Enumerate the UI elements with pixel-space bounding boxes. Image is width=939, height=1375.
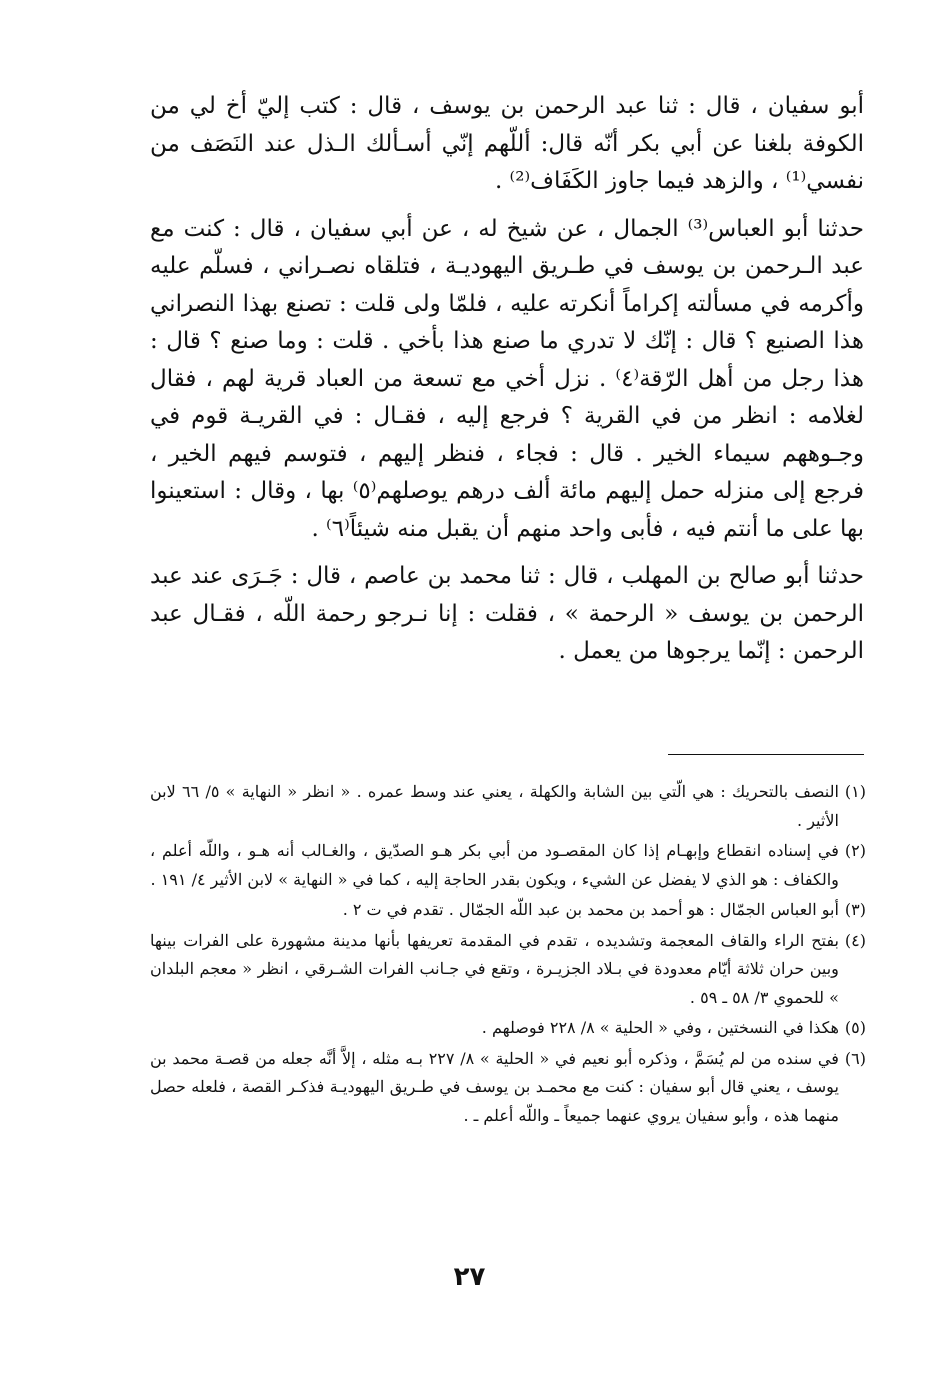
footnote-number: (٣) — [844, 900, 866, 919]
paragraph-2: حدثنا أبو العباس⁽³⁾ الجمال ، عن شيخ له ، عن أبي سفيان ، قال : كنت مع عبد الـرحمن بن يوسف في طـريق اليهوديـة ، فتلقاه نصـراني ، فسلّم عليه وأكرمه في مسألته إكراماً أنكرته عليه ، فلمّا ولى قلت : تصنع بهذا النصراني هذا الصنيع ؟ قال : إنّك لا تدري ما صنع هذا بأخي . قلت : وما صنع ؟ قال : هذا رجل من أهل الرّقة⁽٤⁾ . نزل أخي مع تسعة من العباد قرية لهم ، فقال لغلامه : انظر من في القرية ؟ فرجع إليه ، فقـال : في القريـة قوم في وجـوههم سيماء الخير . قال : فجاء ، فنظر إليهم ، فتوسم فيهم الخير ، فرجع إلى منزله حمل إليهم مائة ألف درهم يوصلهم⁽٥⁾ بها ، وقال : استعينوا بها على ما أنتم فيه ، فأبى واحد منهم أن يقبل منه شيئاً⁽٦⁾ . — [150, 215, 864, 542]
footnote-text: هكذا في النسختين ، وفي « الحلية » ٨/ ٢٢٨ فوصلهم . — [481, 1018, 839, 1037]
main-text — [150, 88, 864, 671]
footnote-number: (٢) — [844, 841, 866, 860]
footnote-divider — [668, 754, 864, 755]
page-number: ٢٧ — [453, 1262, 486, 1292]
footnote-text: النصف بالتحريك : هي الّتي بين الشابة والكهلة ، يعني عند وسط عمره . « انظر « النهاية » ٥/ ٦٦ لابن الأثير . — [150, 782, 839, 830]
paragraph-1: أبو سفيان ، قال : ثنا عبد الرحمن بن يوسف ، قال : كتب إليّ أخ لي من الكوفة بلغنا عن أبي بكر أنّه قال: أللّهم إنّي أسـألك الـذل عند النَصَف من نفسي⁽¹⁾ ، والزهد فيما جاوز الكَفَاف⁽²⁾ . — [150, 93, 865, 194]
footnote-5 — [150, 1014, 866, 1043]
footnotes — [150, 778, 866, 1132]
footnote-2 — [150, 837, 866, 894]
footnote-4 — [150, 927, 866, 1013]
footnote-3 — [150, 896, 866, 925]
footnote-text: في سنده من لم يُسَمَّ ، وذكره أبو نعيم في « الحلية » ٨/ ٢٢٧ بـه مثله ، إلاَّ أنَّه جعله من قصـة محمد بن يوسف ، يعني قال أبو سفيان : كنت مع محمـد بن يوسف في طـريق اليهوديـة فذكـر القصة ، فلعله حصل منهما هذه ، وأبو سفيان يروي عنهما جميعاً ـ واللّه أعلم ـ . — [150, 1048, 839, 1125]
footnote-1 — [150, 778, 866, 835]
footnote-text: أبو العباس الجمّال : هو أحمد بن محمد بن عبد اللّه الجمّال . تقدم في ت ٢ . — [342, 900, 839, 919]
footnote-6 — [150, 1045, 866, 1131]
footnote-text: في إسناده انقطاع وإبهـام إذا كان المقصـود من أبي بكر هـو الصدّيق ، والغـالب أنه هـو ، واللّه أعلم ، والكفاف : هو الذي لا يفضل عن الشيء ، ويكون بقدر الحاجة إليه ، كما في « النهاية » لابن الأثير ٤/ ١٩١ . — [150, 841, 839, 889]
footnote-number: (١) — [844, 782, 866, 801]
footnote-text: بفتح الراء والقاف المعجمة وتشديده ، تقدم في المقدمة تعريفها بأنها مدينة مشهورة على الفرات بينها وبين حران ثلاثة أيّام معدودة في بـلاد الجزيـرة ، وتقع في جـانب الفرات الشـرقي ، انظر « معجم البلدان » للحموي ٣/ ٥٨ ـ ٥٩ . — [150, 930, 839, 1007]
footnote-number: (٥) — [844, 1018, 866, 1037]
footnote-number: (٤) — [844, 930, 866, 950]
footnote-number: (٦) — [844, 1048, 866, 1068]
paragraph-3: حدثنا أبو صالح بن المهلب ، قال : ثنا محمد بن عاصم ، قال : جَـرَى عند عبد الرحمن بن يوسف « الرحمة » ، فقلت : إنا نـرجو رحمة اللّه ، فقـال عبد الرحمن : إنّما يرجوها من يعمل . — [150, 563, 864, 664]
